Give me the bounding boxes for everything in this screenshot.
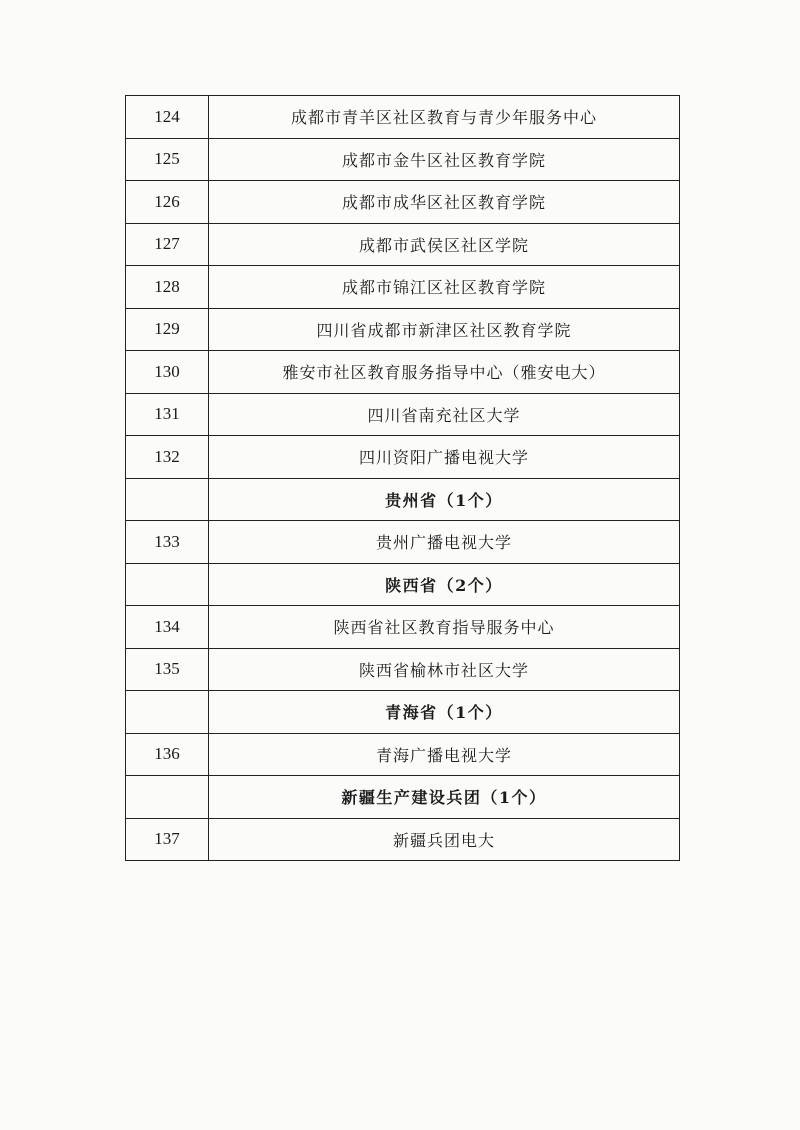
table-row (126, 733, 680, 776)
row-number: 129 (126, 308, 209, 351)
institution-name: 雅安市社区教育服务指导中心（雅安电大） (209, 351, 680, 394)
institution-name: 成都市青羊区社区教育与青少年服务中心 (209, 96, 680, 139)
row-number: 130 (126, 351, 209, 394)
table-row (126, 393, 680, 436)
row-number-empty (126, 478, 209, 521)
section-header-row (126, 691, 680, 734)
table-row (126, 223, 680, 266)
table-row (126, 351, 680, 394)
section-header-row (126, 776, 680, 819)
institution-table (125, 95, 680, 861)
institution-name: 青海广播电视大学 (209, 733, 680, 776)
section-title: 贵州省（1个） (209, 478, 680, 521)
row-number: 127 (126, 223, 209, 266)
institution-name: 成都市锦江区社区教育学院 (209, 266, 680, 309)
section-title: 陕西省（2个） (209, 563, 680, 606)
institution-name: 成都市金牛区社区教育学院 (209, 138, 680, 181)
table-row (126, 181, 680, 224)
table-row (126, 138, 680, 181)
row-number: 134 (126, 606, 209, 649)
institution-name: 成都市成华区社区教育学院 (209, 181, 680, 224)
institution-name: 四川省成都市新津区社区教育学院 (209, 308, 680, 351)
institution-name: 新疆兵团电大 (209, 818, 680, 861)
table-row (126, 606, 680, 649)
row-number-empty (126, 776, 209, 819)
institution-name: 成都市武侯区社区学院 (209, 223, 680, 266)
table-row (126, 308, 680, 351)
table-row (126, 96, 680, 139)
section-header-row (126, 478, 680, 521)
table-row (126, 266, 680, 309)
table-row (126, 818, 680, 861)
row-number: 133 (126, 521, 209, 564)
row-number-empty (126, 563, 209, 606)
section-title: 新疆生产建设兵团（1个） (209, 776, 680, 819)
institution-name: 贵州广播电视大学 (209, 521, 680, 564)
institution-name: 陕西省社区教育指导服务中心 (209, 606, 680, 649)
row-number: 132 (126, 436, 209, 479)
institution-name: 四川省南充社区大学 (209, 393, 680, 436)
section-title: 青海省（1个） (209, 691, 680, 734)
section-header-row (126, 563, 680, 606)
institution-name: 陕西省榆林市社区大学 (209, 648, 680, 691)
row-number: 126 (126, 181, 209, 224)
institution-table-body (126, 96, 680, 861)
row-number: 135 (126, 648, 209, 691)
row-number: 131 (126, 393, 209, 436)
row-number: 124 (126, 96, 209, 139)
table-row (126, 521, 680, 564)
table-row (126, 436, 680, 479)
row-number: 137 (126, 818, 209, 861)
table-row (126, 648, 680, 691)
institution-name: 四川资阳广播电视大学 (209, 436, 680, 479)
row-number-empty (126, 691, 209, 734)
row-number: 125 (126, 138, 209, 181)
row-number: 136 (126, 733, 209, 776)
row-number: 128 (126, 266, 209, 309)
